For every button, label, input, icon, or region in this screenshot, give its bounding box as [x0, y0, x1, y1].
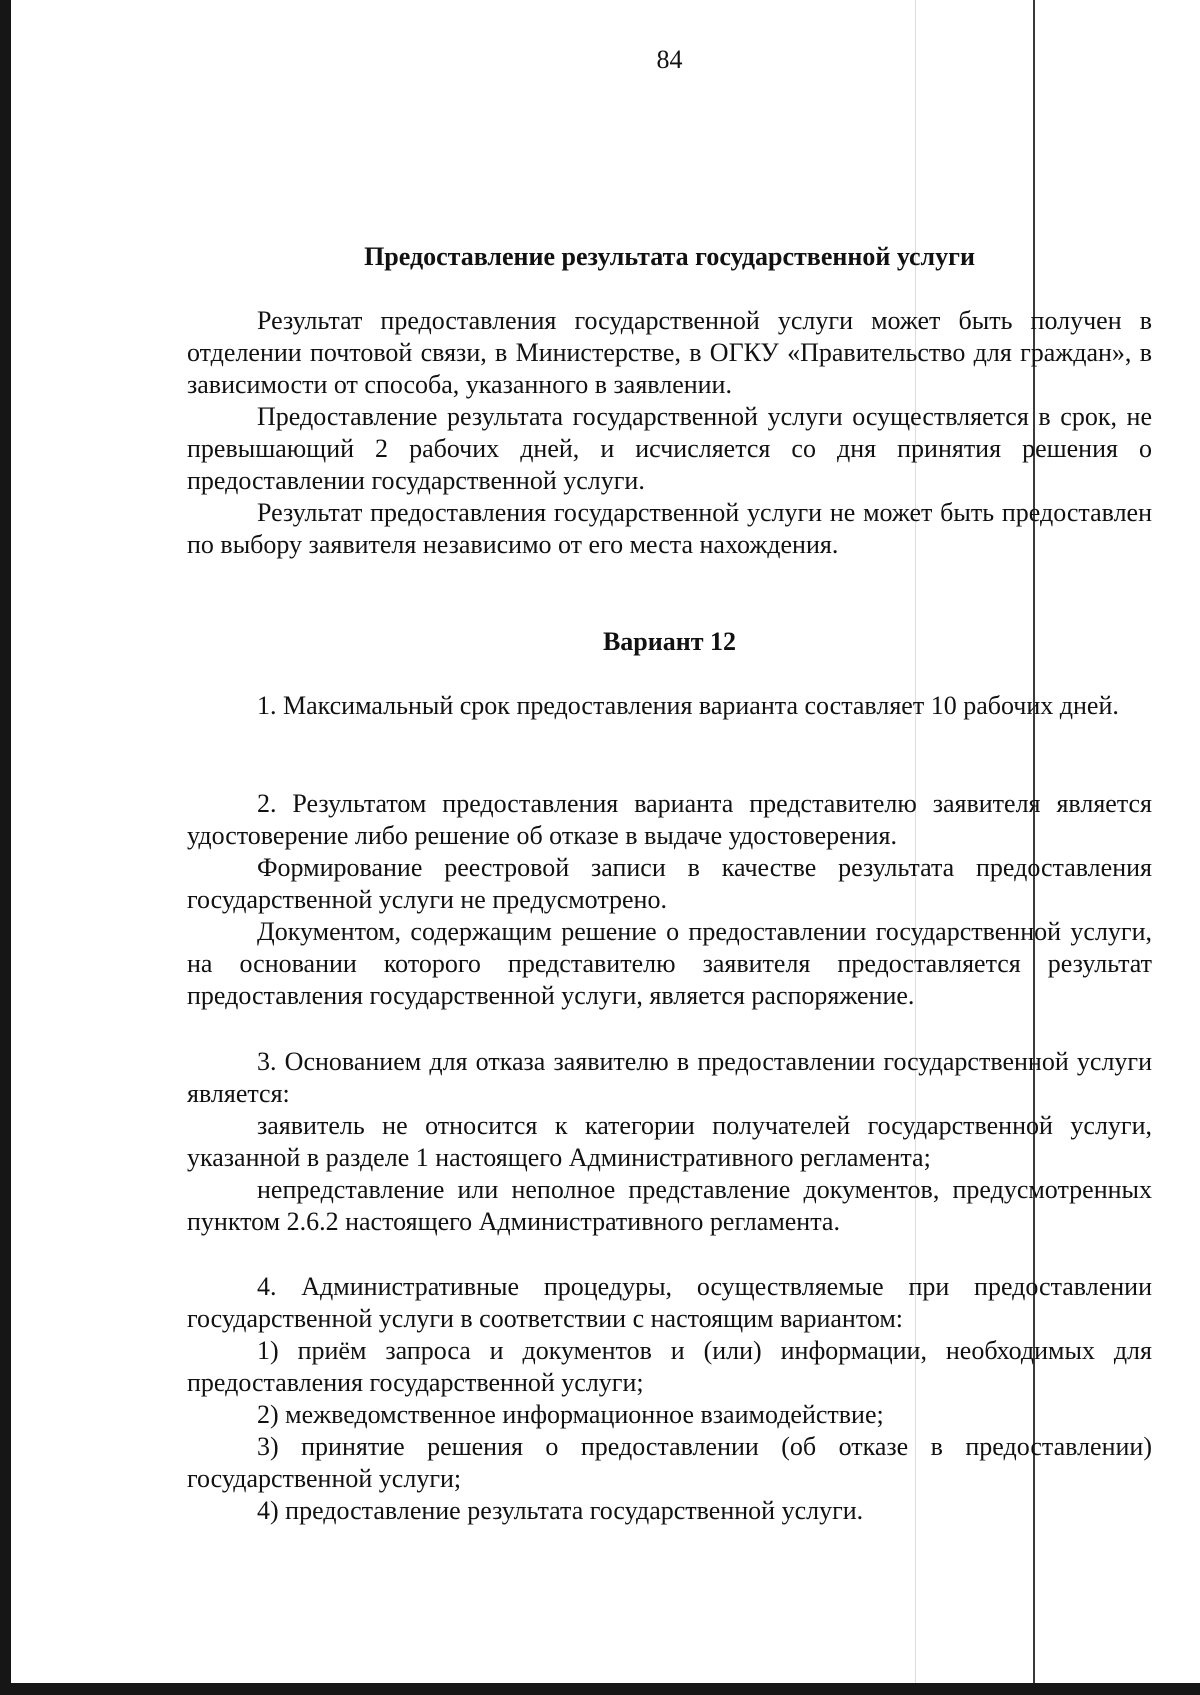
paragraph: 4. Административные процедуры, осуществляемые при предоставлении государственной услуги в соответствии с настоящим вариантом: — [187, 1272, 1152, 1333]
paragraph: Результат предоставления государственной услуги не может быть предоставлен по выбору заявителя независимо от его места нахождения. — [187, 498, 1152, 559]
paragraph: непредставление или неполное представление документов, предусмотренных пунктом 2.6.2 настоящего Административного регламента. — [187, 1175, 1152, 1236]
variant-item-3 — [187, 1046, 1152, 1238]
paragraph: Формирование реестровой записи в качестве результата предоставления государственной услуги не предусмотрено. — [187, 853, 1152, 914]
paragraph: 1. Максимальный срок предоставления варианта составляет 10 рабочих дней. — [257, 691, 1119, 720]
variant-item-1 — [187, 690, 1152, 722]
paragraph: 1) приём запроса и документов и (или) информации, необходимых для предоставления государственной услуги; — [187, 1336, 1152, 1397]
paragraph: 3) принятие решения о предоставлении (об отказе в предоставлении) государственной услуги; — [187, 1432, 1152, 1493]
variant-item-2 — [187, 788, 1152, 1012]
page-number: 84 — [656, 45, 683, 74]
scan-border-bottom — [0, 1683, 1200, 1695]
paragraph: 4) предоставление результата государственной услуги. — [257, 1496, 864, 1525]
paragraph: Предоставление результата государственной услуги осуществляется в срок, не превышающий 2 рабочих дней, и исчисляется со дня принятия решения о предоставлении государственной услуги. — [187, 402, 1152, 495]
paragraph: заявитель не относится к категории получателей государственной услуги, указанной в разделе 1 настоящего Административного регламента; — [187, 1111, 1152, 1172]
section-result-body — [187, 305, 1152, 561]
paragraph: 3. Основанием для отказа заявителю в предоставлении государственной услуги является: — [187, 1047, 1152, 1108]
paragraph: 2) межведомственное информационное взаимодействие; — [257, 1400, 884, 1429]
scan-border-left — [0, 0, 11, 1695]
paragraph: Документом, содержащим решение о предоставлении государственной услуги, на основании которого представителю заявителя предоставляется результат предоставления государственной услуги, является распоряжение. — [187, 917, 1152, 1010]
variant-item-4 — [187, 1271, 1152, 1527]
paragraph: Результат предоставления государственной услуги может быть получен в отделении почтовой связи, в Министерстве, в ОГКУ «Правительство для граждан», в зависимости от способа, указанного в заявлении. — [187, 306, 1152, 399]
paragraph: 2. Результатом предоставления варианта представителю заявителя является удостоверение либо решение об отказе в выдаче удостоверения. — [187, 789, 1152, 850]
section-heading-result: Предоставление результата государственной услуги — [364, 242, 975, 271]
section-heading-variant: Вариант 12 — [602, 627, 737, 656]
